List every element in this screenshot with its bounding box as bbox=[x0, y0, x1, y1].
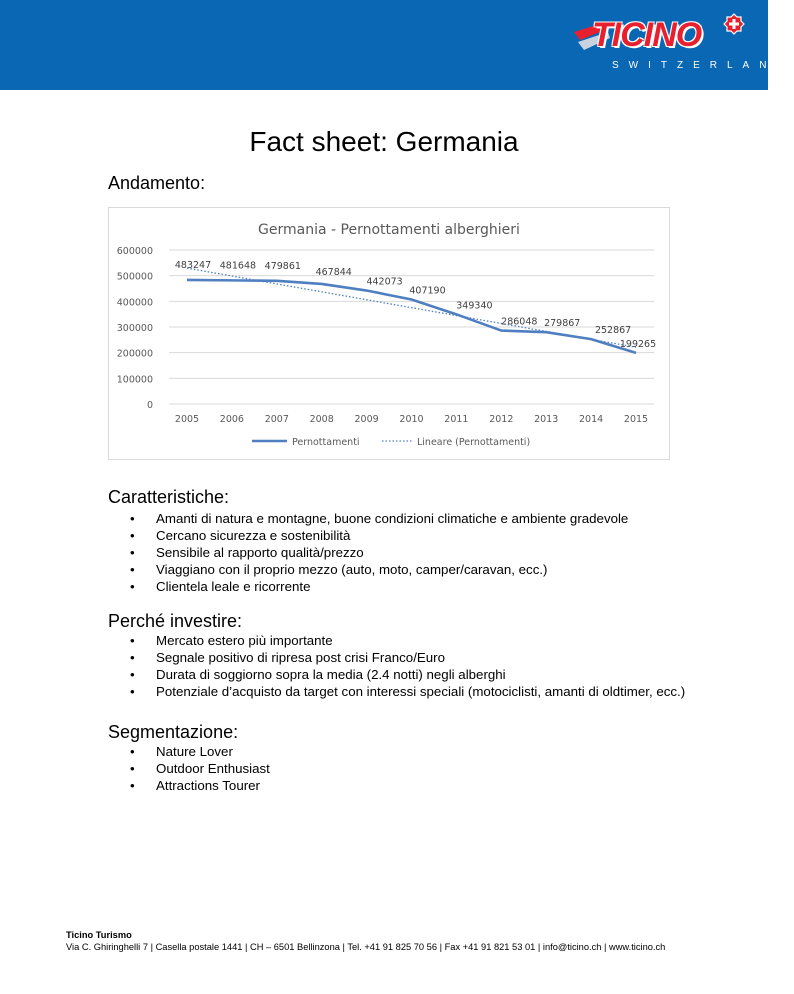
list-item-text: Sensibile al rapporto qualità/prezzo bbox=[156, 545, 364, 560]
list-item-text: Attractions Tourer bbox=[156, 778, 260, 793]
ticino-logo[interactable] bbox=[572, 14, 794, 76]
list-item bbox=[108, 683, 711, 700]
data-label: 467844 bbox=[315, 266, 352, 278]
list-item-text: Nature Lover bbox=[156, 744, 233, 759]
bullet-icon: • bbox=[130, 545, 135, 560]
list-item bbox=[108, 510, 711, 527]
bullet-icon: • bbox=[130, 778, 135, 793]
section-heading-caratteristiche: Caratteristiche: bbox=[108, 487, 230, 507]
list-item-text: Amanti di natura e montagne, buone condizioni climatiche e ambiente gradevole bbox=[156, 511, 629, 526]
y-tick-label: 100000 bbox=[116, 374, 153, 386]
x-tick-label: 2005 bbox=[174, 414, 200, 425]
list-item-text: Cercano sicurezza e sostenibilità bbox=[156, 528, 351, 543]
list-item-text: Potenziale d’acquisto da target con interessi speciali (motociclisti, amanti di oldtimer, ecc.) bbox=[156, 684, 686, 699]
logo-wordmark: TICINO bbox=[592, 16, 702, 54]
x-tick-label: 2015 bbox=[623, 414, 649, 425]
bullet-icon: • bbox=[130, 684, 135, 699]
data-label: 349340 bbox=[456, 300, 493, 312]
list-item bbox=[108, 544, 711, 561]
list-item bbox=[108, 527, 711, 544]
list-item bbox=[108, 561, 711, 578]
legend-label-trend: Lineare (Pernottamenti) bbox=[417, 437, 531, 448]
footer-org: Ticino Turismo bbox=[66, 930, 132, 940]
data-label: 279867 bbox=[544, 318, 581, 330]
data-label: 252867 bbox=[594, 325, 632, 337]
bullet-icon: • bbox=[130, 528, 135, 543]
data-label: 479861 bbox=[264, 260, 301, 272]
y-tick-label: 600000 bbox=[116, 246, 153, 257]
bullet-icon: • bbox=[130, 761, 135, 776]
list-item bbox=[108, 760, 711, 777]
y-tick-label: 400000 bbox=[116, 297, 153, 309]
logo-subtext: SWITZERLAND bbox=[612, 60, 794, 71]
line-chart bbox=[108, 207, 670, 460]
chart-svg bbox=[109, 208, 669, 459]
list-item-text: Outdoor Enthusiast bbox=[156, 761, 270, 776]
x-tick-label: 2010 bbox=[399, 414, 424, 425]
bullet-icon: • bbox=[130, 511, 135, 526]
page-title: Fact sheet: Germania bbox=[249, 126, 519, 157]
list-item-text: Clientela leale e ricorrente bbox=[156, 579, 311, 594]
footer bbox=[66, 930, 665, 953]
list-item bbox=[108, 649, 711, 666]
bullet-icon: • bbox=[130, 667, 135, 682]
bullet-icon: • bbox=[130, 633, 135, 648]
x-tick-label: 2006 bbox=[219, 414, 244, 425]
data-label: 481648 bbox=[219, 260, 257, 272]
x-tick-label: 2007 bbox=[264, 414, 289, 425]
swiss-flag-icon bbox=[724, 14, 744, 34]
list-item bbox=[108, 777, 711, 794]
list-item-text: Mercato estero più importante bbox=[156, 633, 333, 648]
x-tick-label: 2014 bbox=[579, 414, 604, 425]
segmentazione-list bbox=[108, 743, 711, 794]
y-tick-label: 200000 bbox=[116, 348, 153, 360]
bullet-icon: • bbox=[130, 744, 135, 759]
data-label: 286048 bbox=[501, 316, 538, 328]
legend-label-pernottamenti: Pernottamenti bbox=[292, 437, 360, 448]
x-tick-label: 2009 bbox=[354, 414, 379, 425]
list-item bbox=[108, 578, 711, 595]
y-tick-label: 0 bbox=[146, 400, 153, 411]
bullet-icon: • bbox=[130, 650, 135, 665]
bullet-icon: • bbox=[130, 579, 135, 594]
list-item-text: Viaggiano con il proprio mezzo (auto, moto, camper/caravan, ecc.) bbox=[156, 562, 548, 577]
bullet-icon: • bbox=[130, 562, 135, 577]
footer-address: Via C. Ghiringhelli 7 | Casella postale 1441 | CH – 6501 Bellinzona | Tel. +41 91 825 70 56 | Fax +41 91 821 53 01 | info@ticino.ch | www.ticino.ch bbox=[66, 941, 666, 952]
caratteristiche-list bbox=[108, 510, 711, 595]
data-label: 483247 bbox=[174, 259, 212, 271]
header-banner bbox=[0, 0, 794, 90]
list-item bbox=[108, 743, 711, 760]
y-tick-label: 500000 bbox=[116, 271, 153, 283]
data-label: 407190 bbox=[409, 285, 446, 297]
chart-title: Germania - Pernottamenti alberghieri bbox=[258, 222, 520, 238]
list-item-text: Segnale positivo di ripresa post crisi Franco/Euro bbox=[156, 650, 445, 665]
perche-list bbox=[108, 632, 711, 700]
section-heading-perche: Perché investire: bbox=[108, 611, 243, 631]
data-label: 442073 bbox=[366, 276, 403, 288]
section-heading-segmentazione: Segmentazione: bbox=[108, 722, 239, 742]
section-heading-andamento: Andamento: bbox=[108, 173, 206, 193]
list-item bbox=[108, 666, 711, 683]
data-label: 199265 bbox=[619, 338, 657, 350]
x-tick-label: 2008 bbox=[309, 414, 334, 425]
list-item bbox=[108, 632, 711, 649]
x-tick-label: 2012 bbox=[489, 414, 514, 425]
list-item-text: Durata di soggiorno sopra la media (2.4 notti) negli alberghi bbox=[156, 667, 506, 682]
y-tick-label: 300000 bbox=[116, 323, 153, 334]
x-tick-label: 2011 bbox=[444, 414, 469, 425]
x-tick-label: 2013 bbox=[534, 414, 559, 425]
